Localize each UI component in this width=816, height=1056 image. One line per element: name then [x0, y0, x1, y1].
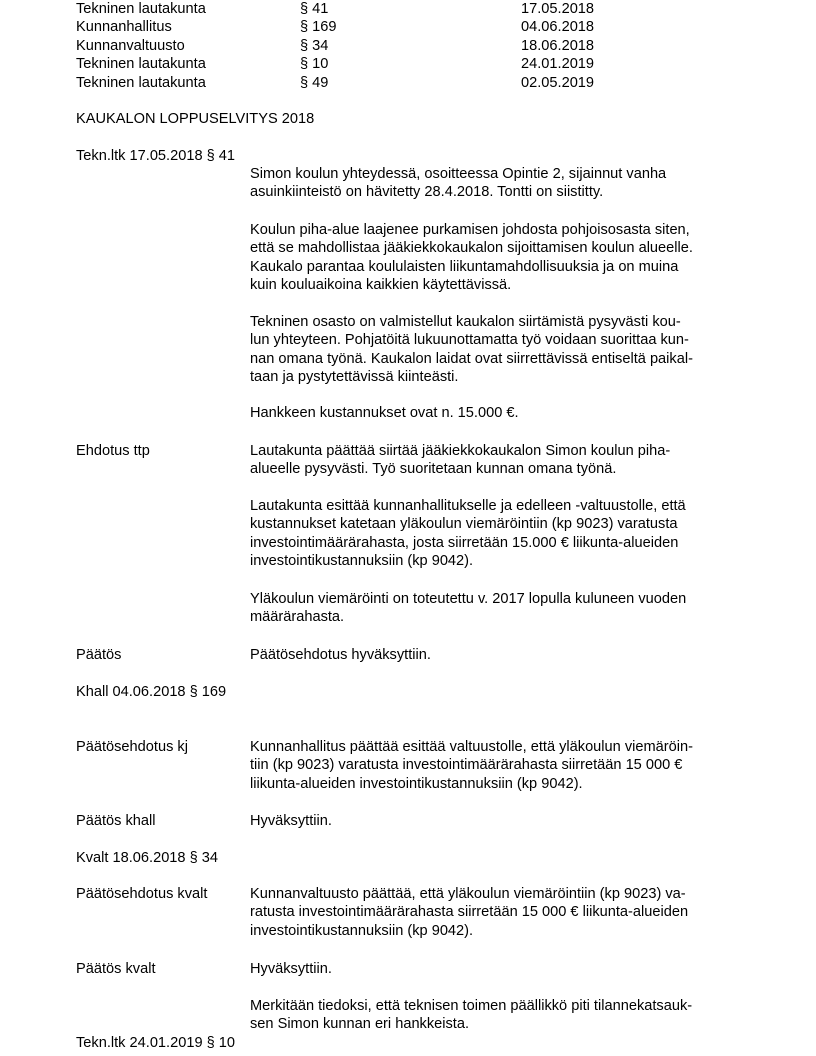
- history-body: Tekninen lautakunta: [76, 56, 206, 72]
- history-section: § 34: [300, 38, 329, 54]
- text-line: määrärahasta.: [250, 609, 345, 626]
- text-line: Koulun piha-alue laajenee purkamisen johdosta pohjoisosasta siten,: [250, 222, 690, 238]
- paragraph-council-proposal: [250, 885, 740, 940]
- text-line: Kunnanhallitus päättää esittää valtuustolle, että yläkoulun viemäröin-: [250, 739, 693, 755]
- paragraph-decision: [250, 646, 740, 664]
- text-line: Yläkoulun viemäröinti on toteutettu v. 2017 lopulla kuluneen vuoden: [250, 591, 687, 607]
- text-line: Lautakunta esittää kunnanhallitukselle ja edelleen -valtuustolle, että: [250, 498, 686, 514]
- history-body: Kunnanvaltuusto: [76, 38, 185, 54]
- paragraph-board-proposal: [250, 738, 740, 793]
- paragraph-funding-proposal: [250, 497, 740, 571]
- text-line: Hyväksyttiin.: [250, 961, 332, 977]
- text-line: investointikustannuksiin (kp 9042).: [250, 553, 474, 570]
- meeting-label-khall: Khall 04.06.2018 § 169: [76, 684, 227, 700]
- text-line: sen Simon kunnan eri hankkeista.: [250, 1016, 470, 1033]
- text-line: Päätösehdotus hyväksyttiin.: [250, 647, 431, 663]
- history-section: § 169: [300, 19, 337, 35]
- text-line: Kunnanvaltuusto päättää, että yläkoulun viemäröintiin (kp 9023) va-: [250, 886, 686, 902]
- history-section: § 41: [300, 1, 329, 17]
- document-title: KAUKALON LOPPUSELVITYS 2018: [76, 111, 315, 127]
- paragraph-proposal: [250, 442, 740, 479]
- text-line: Hyväksyttiin.: [250, 813, 332, 829]
- history-date: 17.05.2018: [521, 1, 595, 17]
- meeting-label-kvalt: Kvalt 18.06.2018 § 34: [76, 850, 218, 866]
- text-line: Simon koulun yhteydessä, osoitteessa Opintie 2, sijainnut vanha: [250, 166, 667, 182]
- history-date: 18.06.2018: [521, 38, 595, 54]
- paragraph-schoolyard: [250, 221, 740, 295]
- text-line: kuin kouluaikoina kaikkien käytettävissä.: [250, 277, 512, 294]
- history-row: [76, 0, 696, 18]
- history-body: Tekninen lautakunta: [76, 1, 206, 17]
- text-line: Lautakunta päättää siirtää jääkiekkokaukalon Simon koulun piha-: [250, 443, 671, 459]
- history-row: [76, 37, 696, 55]
- label-paatos-kvalt: Päätös kvalt: [76, 961, 156, 977]
- text-line: alueelle pysyvästi. Työ suoritetaan kunnan omana työnä.: [250, 461, 617, 478]
- history-row: [76, 18, 696, 36]
- paragraph-status-review: [250, 997, 740, 1034]
- text-line: lun yhteyteen. Pohjatöitä lukuunottamatta työ voidaan suorittaa kun-: [250, 332, 689, 349]
- label-ehdotus-ttp: Ehdotus ttp: [76, 443, 150, 459]
- text-line: Kaukalo parantaa koululaisten liikuntamahdollisuuksia ja on muina: [250, 258, 679, 275]
- history-body: Kunnanhallitus: [76, 19, 172, 35]
- history-row: [76, 55, 696, 73]
- paragraph-technical-department: [250, 313, 740, 387]
- history-section: § 10: [300, 56, 329, 72]
- paragraph-board-decision: [250, 812, 740, 830]
- label-paatosehdotus-kvalt: Päätösehdotus kvalt: [76, 886, 208, 902]
- paragraph-background: [250, 165, 740, 202]
- text-line: Merkitään tiedoksi, että teknisen toimen päällikkö piti tilannekatsauk-: [250, 998, 693, 1014]
- meeting-label-tekn-2018: Tekn.ltk 17.05.2018 § 41: [76, 148, 236, 164]
- history-section: § 49: [300, 75, 329, 91]
- text-line: nan omana työnä. Kaukalon laidat ovat siirrettävissä entiseltä paikal-: [250, 350, 693, 367]
- history-date: 02.05.2019: [521, 75, 595, 91]
- history-body: Tekninen lautakunta: [76, 75, 206, 91]
- label-paatos-khall: Päätös khall: [76, 813, 156, 829]
- text-line: taan ja pystytettävissä kiinteästi.: [250, 369, 459, 386]
- text-line: että se mahdollistaa jääkiekkokaukalon sijoittamisen koulun alueelle.: [250, 240, 693, 257]
- text-line: ratusta investointimäärärahasta siirretään 15 000 € liikunta-alueiden: [250, 904, 689, 921]
- text-line: Hankkeen kustannukset ovat n. 15.000 €.: [250, 405, 519, 421]
- paragraph-costs: [250, 404, 740, 422]
- history-date: 24.01.2019: [521, 56, 595, 72]
- meeting-label-tekn-2019: Tekn.ltk 24.01.2019 § 10: [76, 1035, 236, 1051]
- text-line: liikunta-alueiden investointikustannuksiin (kp 9042).: [250, 775, 583, 792]
- history-date: 04.06.2018: [521, 19, 595, 35]
- history-row: [76, 74, 696, 92]
- text-line: Tekninen osasto on valmistellut kaukalon siirtämistä pysyvästi kou-: [250, 314, 681, 330]
- text-line: asuinkiinteistö on hävitetty 28.4.2018. Tontti on siistitty.: [250, 184, 604, 201]
- text-line: investointimäärärahasta, josta siirretään 15.000 € liikunta-alueiden: [250, 534, 679, 551]
- paragraph-council-decision: [250, 960, 740, 978]
- paragraph-sewerage: [250, 590, 740, 627]
- text-line: investointikustannuksiin (kp 9042).: [250, 922, 474, 939]
- label-paatos: Päätös: [76, 647, 122, 663]
- text-line: tiin (kp 9023) varatusta investointimäärärahasta siirretään 15 000 €: [250, 757, 683, 774]
- text-line: kustannukset katetaan yläkoulun viemäröintiin (kp 9023) varatusta: [250, 516, 678, 533]
- label-paatosehdotus-kj: Päätösehdotus kj: [76, 739, 188, 755]
